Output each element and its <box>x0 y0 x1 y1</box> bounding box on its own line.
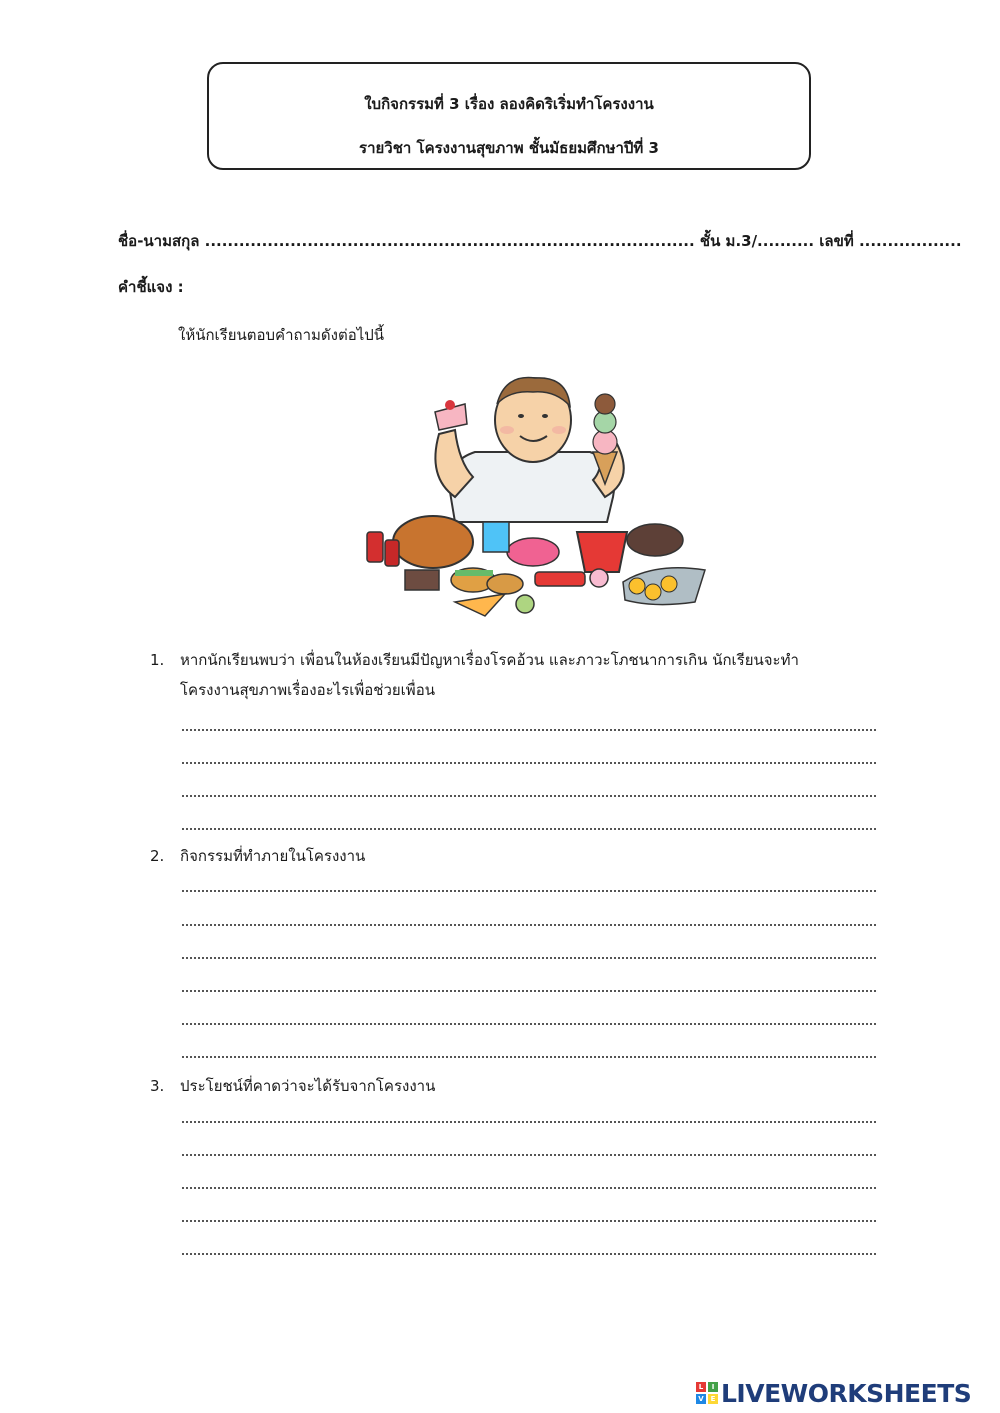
answer-line-q1-2[interactable] <box>182 762 876 764</box>
answer-line-q2-6[interactable] <box>182 1056 876 1058</box>
student-info-line: ชื่อ-นามสกุล ...................................................................................... ชั้น ม.3/.......... เลขที่ .................. <box>118 232 962 250</box>
worksheet-subtitle: รายวิชา โครงงานสุขภาพ ชั้นมัธยมศึกษาปีที่ 3 <box>359 139 659 157</box>
answer-line-q3-1[interactable] <box>182 1121 876 1123</box>
logo-tile-e: E <box>708 1394 718 1404</box>
worksheet-title-box <box>207 62 811 170</box>
answer-line-q3-2[interactable] <box>182 1154 876 1156</box>
answer-line-q3-5[interactable] <box>182 1253 876 1255</box>
question-1-line-2: โครงงานสุขภาพเรื่องอะไรเพื่อช่วยเพื่อน <box>180 681 435 699</box>
answer-line-q2-2[interactable] <box>182 924 876 926</box>
overeating-boy-illustration <box>355 372 715 620</box>
question-2-text <box>180 841 880 871</box>
question-2-line-1: กิจกรรมที่ทำภายในโครงงาน <box>180 847 366 865</box>
answer-line-q1-4[interactable] <box>182 828 876 830</box>
answer-line-q3-4[interactable] <box>182 1220 876 1222</box>
logo-tile-v: V <box>696 1394 706 1404</box>
answer-line-q2-4[interactable] <box>182 990 876 992</box>
question-3-number: 3. <box>150 1077 165 1095</box>
logo-tile-l: L <box>696 1382 706 1392</box>
question-2-number: 2. <box>150 847 165 865</box>
instructions-text: ให้นักเรียนตอบคำถามดังต่อไปนี้ <box>178 326 385 344</box>
question-3-text <box>180 1071 880 1101</box>
answer-line-q3-3[interactable] <box>182 1187 876 1189</box>
answer-line-q1-1[interactable] <box>182 729 876 731</box>
question-1-line-1: หากนักเรียนพบว่า เพื่อนในห้องเรียนมีปัญหาเรื่องโรคอ้วน และภาวะโภชนาการเกิน นักเรียนจะทำ <box>180 651 799 669</box>
worksheet-title: ใบกิจกรรมที่ 3 เรื่อง ลองคิดริเริ่มทำโครงงาน <box>364 95 654 113</box>
question-3-line-1: ประโยชน์ที่คาดว่าจะได้รับจากโครงงาน <box>180 1077 436 1095</box>
liveworksheets-logo-mark <box>696 1382 718 1404</box>
question-1-number: 1. <box>150 651 165 669</box>
answer-line-q2-3[interactable] <box>182 957 876 959</box>
answer-line-q2-5[interactable] <box>182 1023 876 1025</box>
liveworksheets-logo-text: LIVEWORKSHEETS <box>721 1378 972 1408</box>
instructions-label: คำชี้แจง : <box>118 278 184 296</box>
logo-tile-i: I <box>708 1382 718 1392</box>
answer-line-q1-3[interactable] <box>182 795 876 797</box>
answer-line-q2-1[interactable] <box>182 890 876 892</box>
question-1-text <box>180 645 880 705</box>
liveworksheets-logo <box>696 1378 971 1408</box>
